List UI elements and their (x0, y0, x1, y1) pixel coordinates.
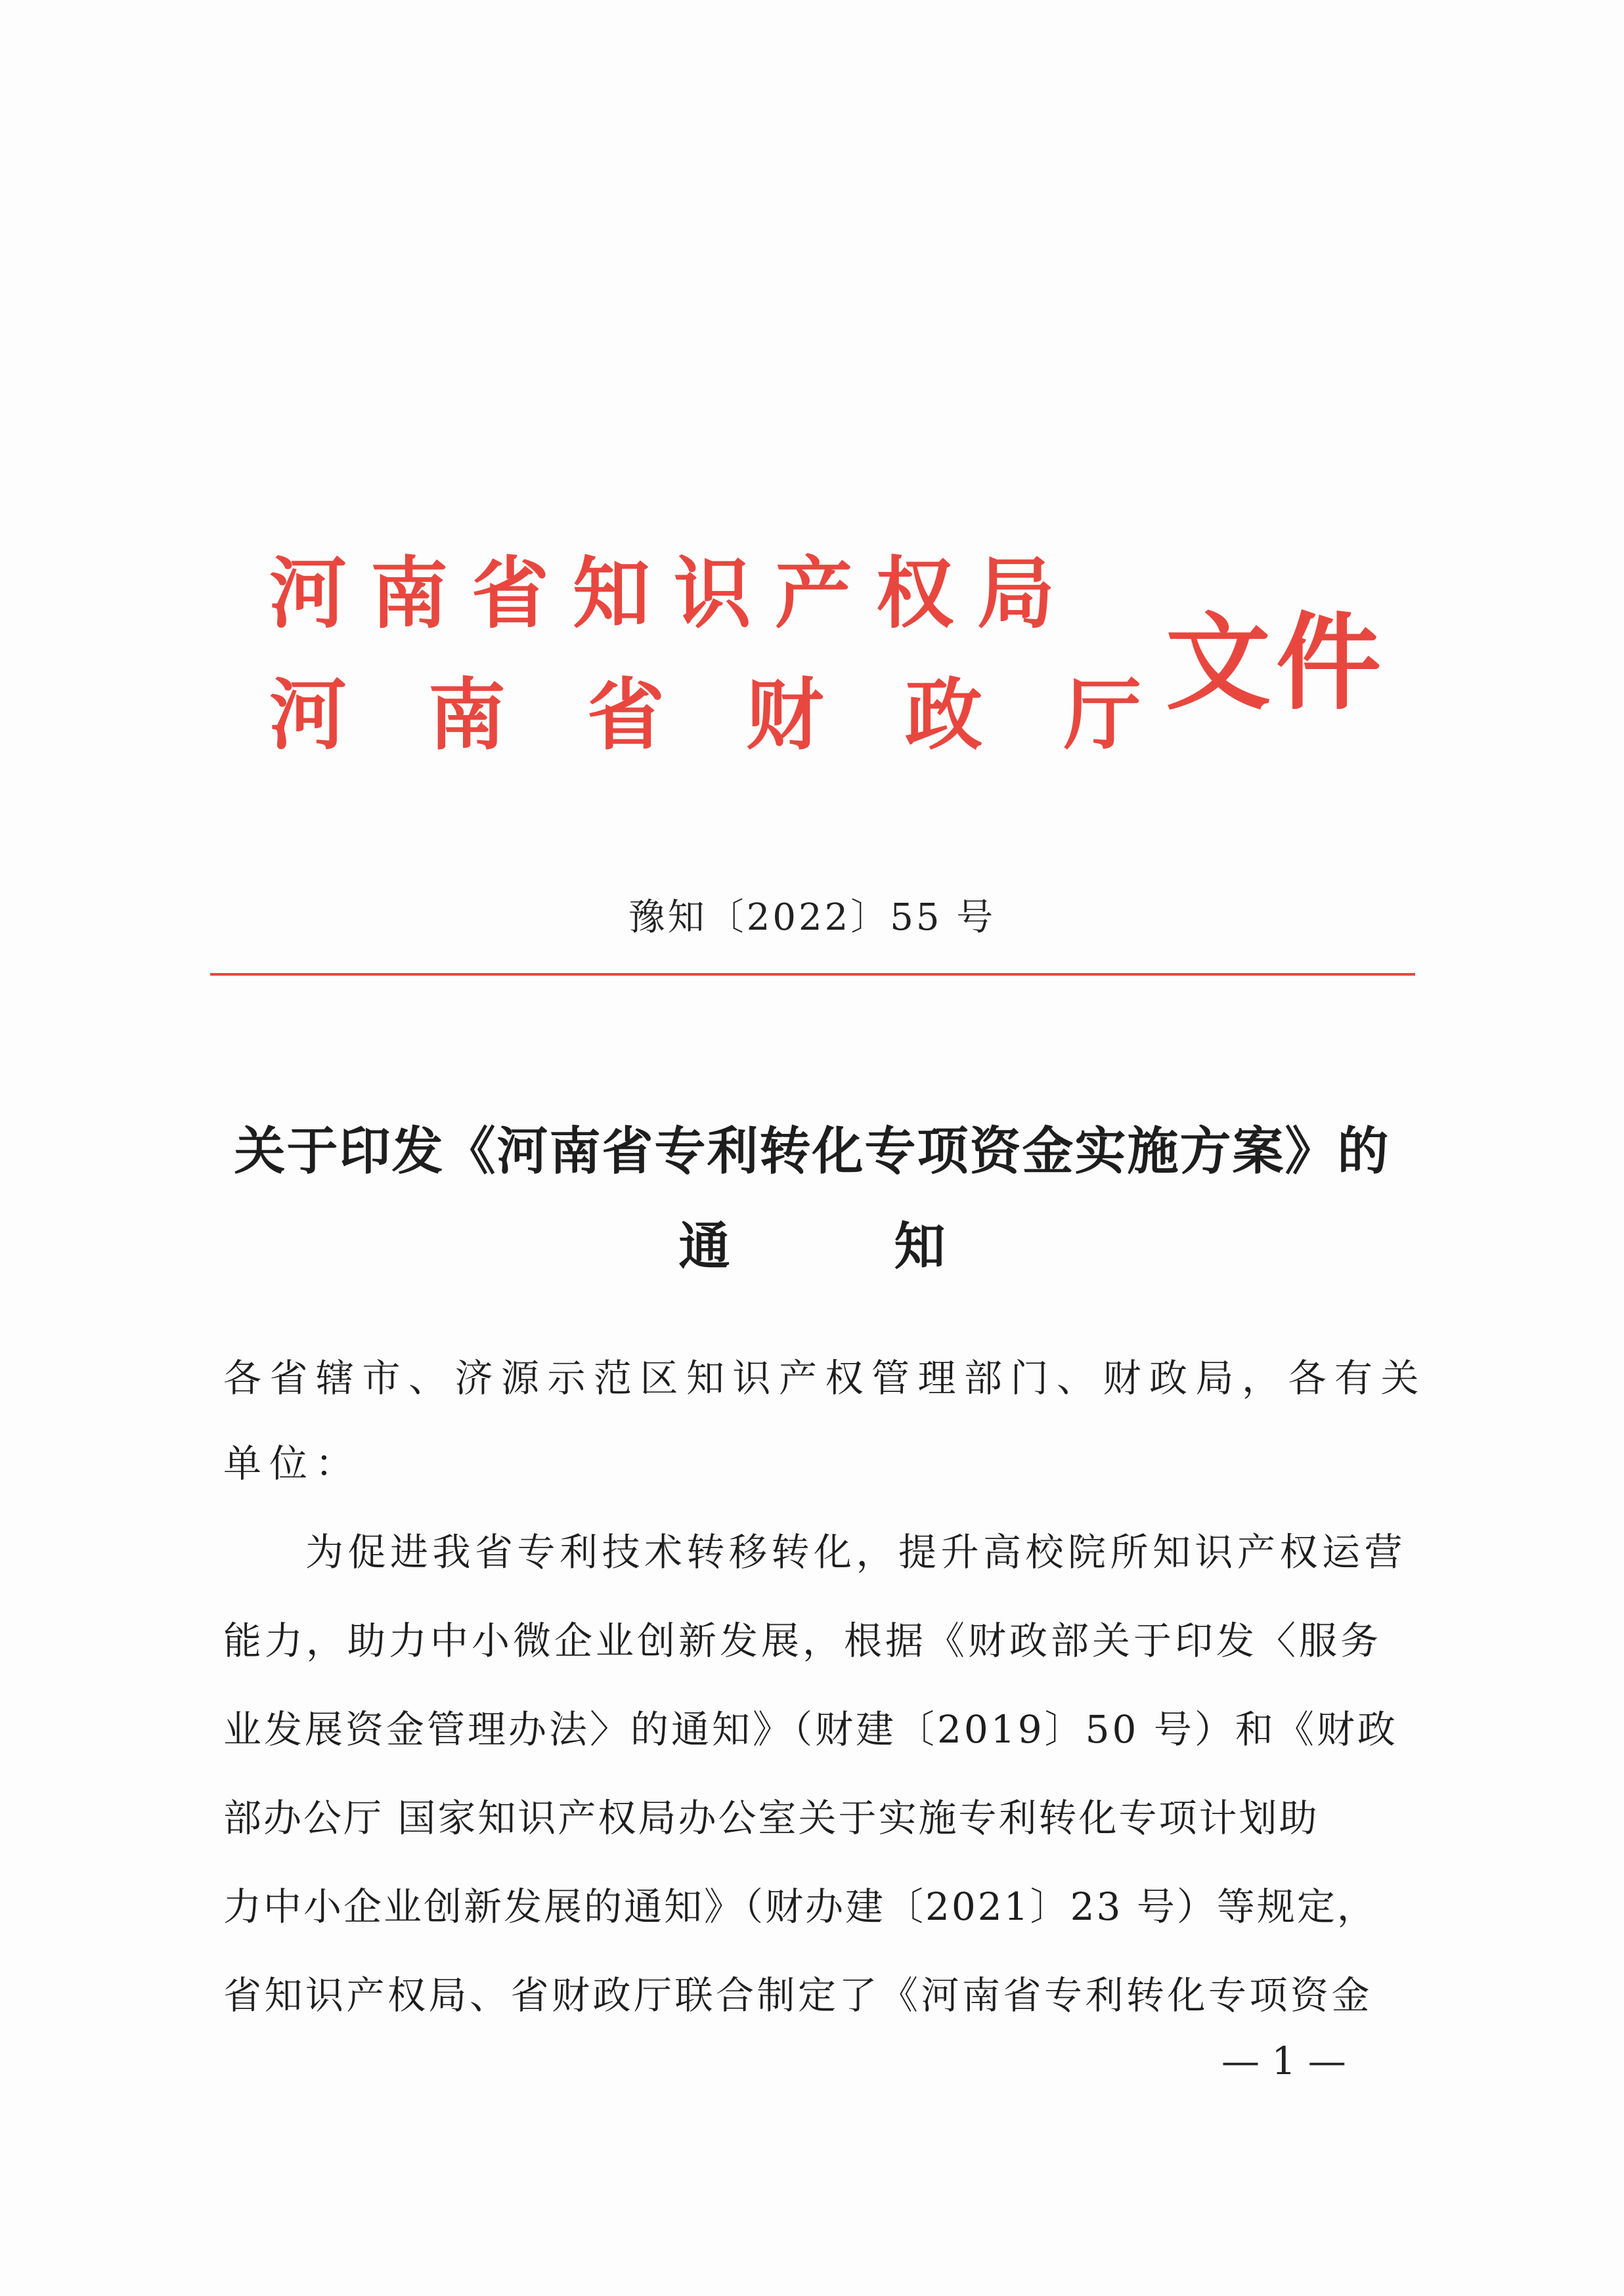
body-line: 能力，助力中小微企业创新发展，根据《财政部关于印发〈服务 (223, 1618, 1382, 1663)
page-number: — 1 — (1221, 2039, 1346, 2083)
document-type-label: 文件 (1166, 601, 1387, 724)
document-title-line-2: 通知 (678, 1217, 1110, 1276)
issuing-org-finance-dept: 河南省财政厅 (269, 670, 1223, 760)
document-number: 豫知〔2022〕55 号 (628, 896, 996, 939)
body-line: 业发展资金管理办法〉的通知》（财建〔2019〕50 号）和《财政 (223, 1707, 1398, 1752)
body-line: 省知识产权局、省财政厅联合制定了《河南省专利转化专项资金 (223, 1973, 1373, 2018)
body-line: 为促进我省专利技术转移转化，提升高校院所知识产权运营 (305, 1530, 1407, 1574)
body-line: 各省辖市、济源示范区知识产权管理部门、财政局，各有关 (223, 1356, 1428, 1400)
issuing-org-ip-office: 河南省知识产权局 (269, 548, 1079, 639)
body-line: 单位： (223, 1441, 362, 1486)
body-line: 力中小企业创新发展的通知》（财办建〔2021〕23 号）等规定， (223, 1884, 1377, 1929)
body-line: 部办公厅 国家知识产权局办公室关于实施专利转化专项计划助 (223, 1796, 1319, 1840)
document-title-line-1: 关于印发《河南省专利转化专项资金实施方案》的 (234, 1122, 1390, 1181)
red-divider-line (210, 973, 1415, 976)
